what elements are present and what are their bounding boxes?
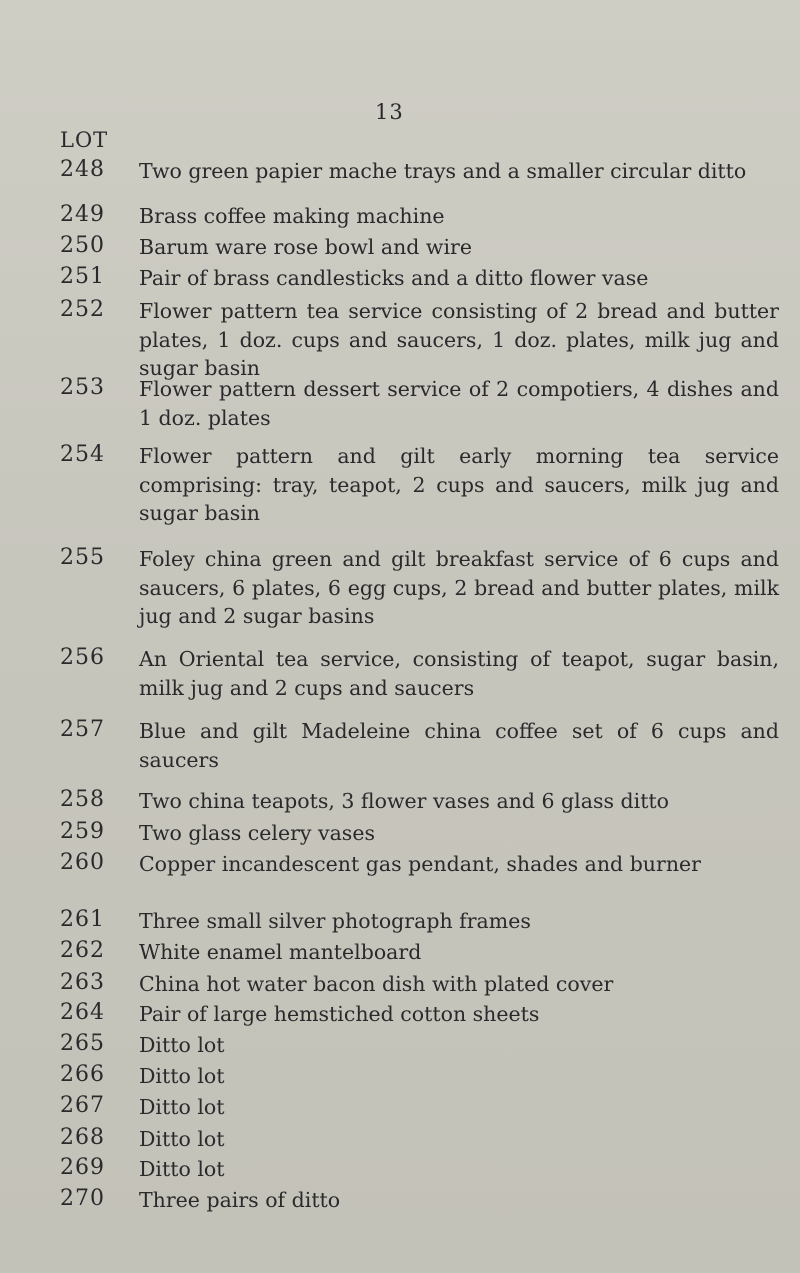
lot-description: White enamel mantelboard <box>139 940 422 964</box>
lot-number: 267 <box>60 1093 105 1118</box>
lot-number: 259 <box>60 819 105 844</box>
lot-number: 255 <box>60 545 105 570</box>
lot-number: 270 <box>60 1186 105 1211</box>
lot-description: Barum ware rose bowl and wire <box>139 235 472 259</box>
lot-description: China hot water bacon dish with plated cover <box>139 972 614 996</box>
lot-description: Ditto lot <box>139 1033 225 1057</box>
lot-number: 249 <box>60 202 105 227</box>
lot-description: Flower pattern dessert service of 2 compotiers, 4 dishes and 1 doz. plates <box>139 377 779 430</box>
lot-number: 260 <box>60 850 105 875</box>
lot-description: An Oriental tea service, consisting of teapot, sugar basin, milk jug and 2 cups and saucers <box>139 647 779 700</box>
lot-number: 263 <box>60 970 105 995</box>
lot-description: Ditto lot <box>139 1127 225 1151</box>
lot-description: Brass coffee making machine <box>139 204 445 228</box>
lot-number: 262 <box>60 938 105 963</box>
lot-number: 269 <box>60 1155 105 1180</box>
lot-description: Two glass celery vases <box>139 821 375 845</box>
lot-number: 268 <box>60 1125 105 1150</box>
lot-description: Two green papier mache trays and a smaller circular ditto <box>139 159 747 183</box>
lot-description: Foley china green and gilt breakfast service of 6 cups and saucers, 6 plates, 6 egg cups, 2 bread and butter plates, milk jug and 2 sugar basins <box>139 547 779 628</box>
lot-description: Ditto lot <box>139 1095 225 1119</box>
lot-column-header: LOT <box>60 128 109 152</box>
lot-description: Three pairs of ditto <box>139 1188 341 1212</box>
lot-number: 256 <box>60 645 105 670</box>
lot-number: 250 <box>60 233 105 258</box>
lot-description: Flower pattern and gilt early morning tea service comprising: tray, teapot, 2 cups and saucers, milk jug and sugar basin <box>139 444 779 525</box>
page-number: 13 <box>375 100 404 124</box>
lot-description: Ditto lot <box>139 1064 225 1088</box>
lot-description: Flower pattern tea service consisting of 2 bread and butter plates, 1 doz. cups and saucers, 1 doz. plates, milk jug and sugar basin <box>139 299 779 380</box>
lot-description: Two china teapots, 3 flower vases and 6 glass ditto <box>139 789 670 813</box>
lot-description: Pair of large hemstiched cotton sheets <box>139 1002 540 1026</box>
lot-number: 248 <box>60 157 105 182</box>
lot-description: Ditto lot <box>139 1157 225 1181</box>
lot-description: Blue and gilt Madeleine china coffee set of 6 cups and saucers <box>139 719 779 772</box>
lot-number: 251 <box>60 264 105 289</box>
lot-number: 265 <box>60 1031 105 1056</box>
lot-number: 257 <box>60 717 105 742</box>
lot-number: 254 <box>60 442 105 467</box>
lot-description: Three small silver photograph frames <box>139 909 531 933</box>
lot-number: 252 <box>60 297 105 322</box>
lot-number: 261 <box>60 907 105 932</box>
lot-number: 253 <box>60 375 105 400</box>
lot-description: Copper incandescent gas pendant, shades and burner <box>139 852 701 876</box>
lot-number: 264 <box>60 1000 105 1025</box>
lot-description: Pair of brass candlesticks and a ditto flower vase <box>139 266 649 290</box>
lot-number: 258 <box>60 787 105 812</box>
lot-number: 266 <box>60 1062 105 1087</box>
